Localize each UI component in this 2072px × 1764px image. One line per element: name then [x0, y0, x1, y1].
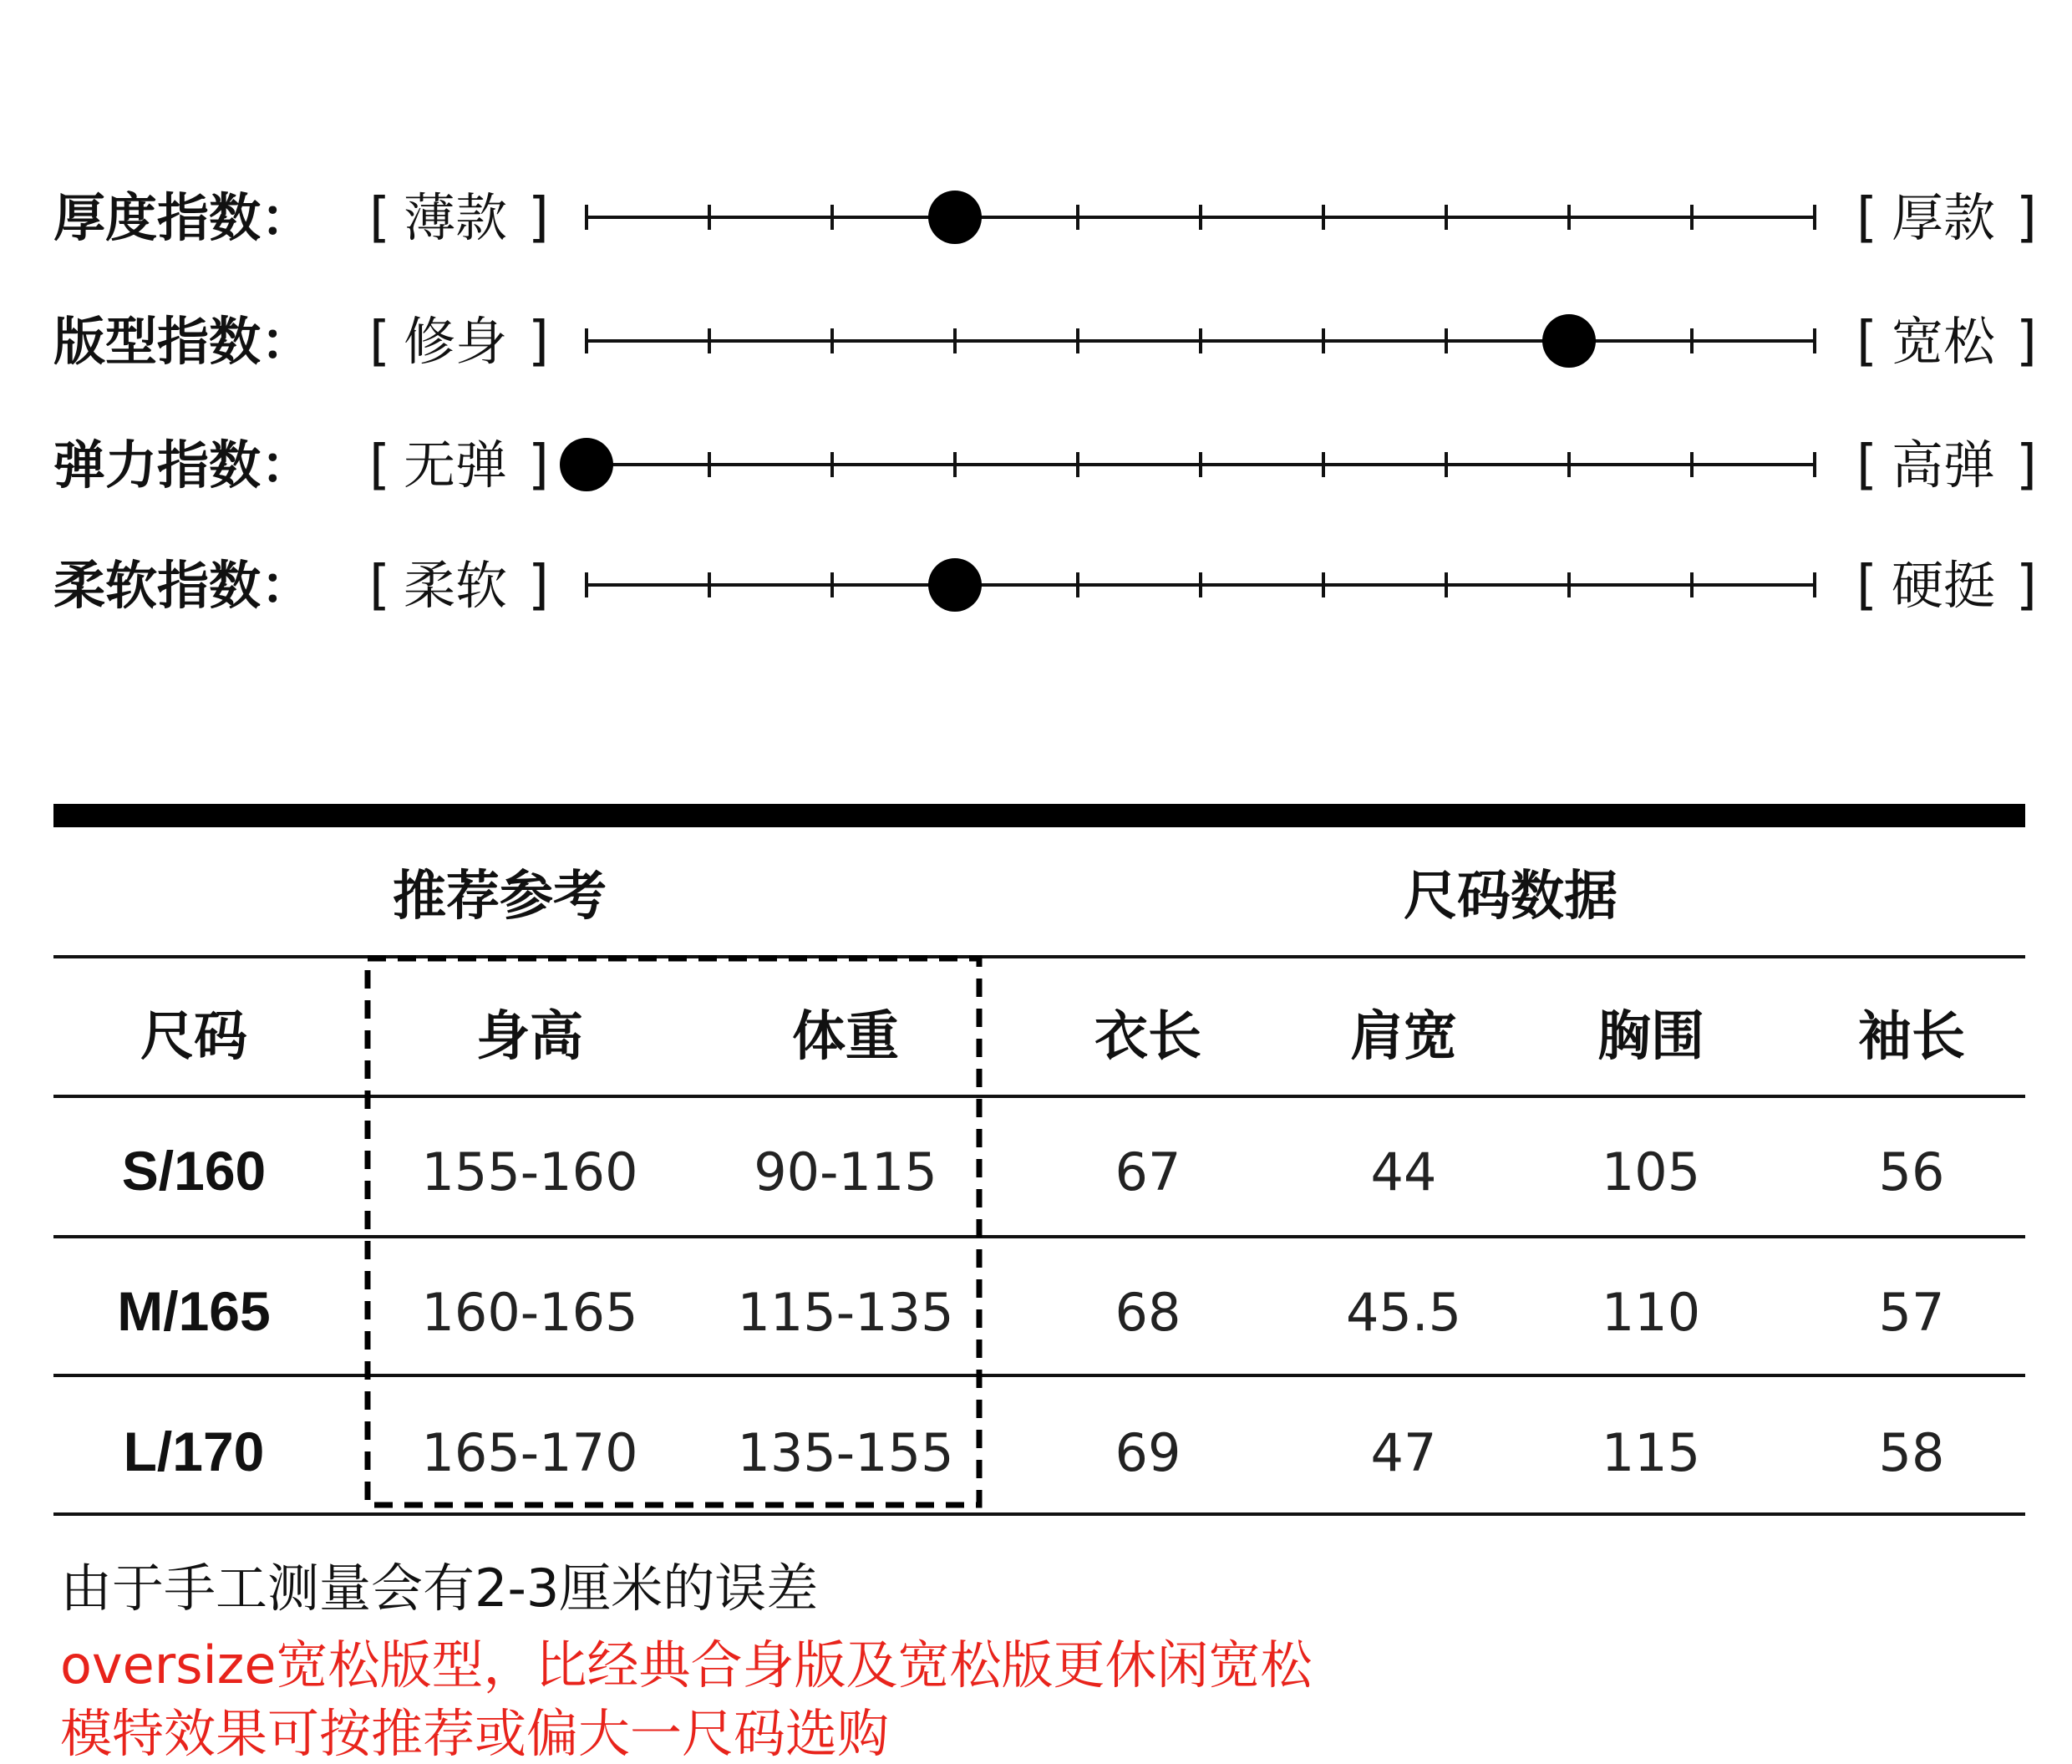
bracket-close: ] — [528, 435, 549, 496]
value-cell: 47 — [1370, 1422, 1437, 1483]
bracket-close: ] — [2016, 311, 2037, 373]
bracket-open: [ — [369, 435, 390, 496]
bracket-open: [ — [369, 187, 390, 249]
value-cell: 115-135 — [737, 1282, 954, 1343]
index-label: 弹力指数： — [53, 435, 313, 496]
value-cell: 68 — [1115, 1282, 1181, 1343]
value-cell: 165-170 — [421, 1422, 638, 1483]
value-cell: 110 — [1601, 1282, 1701, 1343]
value-cell: 160-165 — [421, 1282, 638, 1343]
table-top-bar — [53, 804, 2025, 827]
fit-note: oversize宽松版型，比经典合身版及宽松版更休闲宽松 — [60, 1634, 1313, 1695]
model-note: 模特效果可按推荐或偏大一尺码选购 — [60, 1703, 890, 1764]
value-cell: 56 — [1878, 1141, 1945, 1202]
size-cell: S/160 — [121, 1140, 267, 1202]
index-min-label: 柔软 — [404, 555, 508, 616]
index-min-label: 无弹 — [404, 435, 508, 496]
bracket-close: ] — [2016, 555, 2037, 617]
column-header: 衣长 — [1094, 1006, 1201, 1068]
bracket-close: ] — [2016, 435, 2037, 496]
column-header: 尺码 — [140, 1006, 247, 1068]
bracket-close: ] — [2016, 187, 2037, 249]
column-header: 袖长 — [1858, 1006, 1965, 1068]
index-max-label: 厚款 — [1892, 187, 1996, 248]
column-header: 身高 — [476, 1006, 583, 1068]
column-header: 体重 — [792, 1006, 899, 1068]
bracket-close: ] — [528, 187, 549, 249]
value-cell: 44 — [1370, 1141, 1437, 1202]
index-min-label: 薄款 — [404, 187, 508, 248]
column-header: 胸围 — [1597, 1006, 1704, 1068]
column-header: 肩宽 — [1350, 1006, 1457, 1068]
bracket-close: ] — [528, 555, 549, 617]
value-cell: 105 — [1601, 1141, 1701, 1202]
value-cell: 57 — [1878, 1282, 1945, 1343]
table-row — [117, 1280, 1944, 1343]
index-min-label: 修身 — [404, 311, 508, 372]
index-label: 柔软指数： — [53, 555, 313, 616]
value-cell: 67 — [1115, 1141, 1181, 1202]
measurement-note: 由于手工测量会有2-3厘米的误差 — [60, 1558, 819, 1619]
index-label: 厚度指数： — [53, 187, 313, 248]
bracket-open: [ — [1856, 311, 1877, 373]
value-cell: 45.5 — [1345, 1282, 1462, 1343]
size-cell: L/170 — [123, 1421, 265, 1482]
bracket-open: [ — [369, 555, 390, 617]
bracket-open: [ — [369, 311, 390, 373]
table-row — [122, 1140, 1945, 1202]
value-cell: 69 — [1115, 1422, 1181, 1483]
group-header-size: 尺码数据 — [1404, 866, 1617, 928]
value-cell: 115 — [1601, 1422, 1701, 1483]
bracket-close: ] — [528, 311, 549, 373]
group-header-recommend: 推荐参考 — [393, 866, 607, 928]
value-cell: 58 — [1878, 1422, 1945, 1483]
value-cell: 90-115 — [754, 1141, 937, 1202]
index-max-label: 宽松 — [1892, 311, 1996, 372]
value-cell: 135-155 — [737, 1422, 954, 1483]
size-cell: M/165 — [117, 1280, 271, 1342]
value-cell: 155-160 — [421, 1141, 638, 1202]
index-max-label: 硬挺 — [1892, 555, 1996, 616]
bracket-open: [ — [1856, 435, 1877, 496]
bracket-open: [ — [1856, 187, 1877, 249]
index-max-label: 高弹 — [1892, 435, 1996, 496]
bracket-open: [ — [1856, 555, 1877, 617]
table-row — [124, 1421, 1945, 1483]
index-label: 版型指数： — [53, 311, 313, 372]
